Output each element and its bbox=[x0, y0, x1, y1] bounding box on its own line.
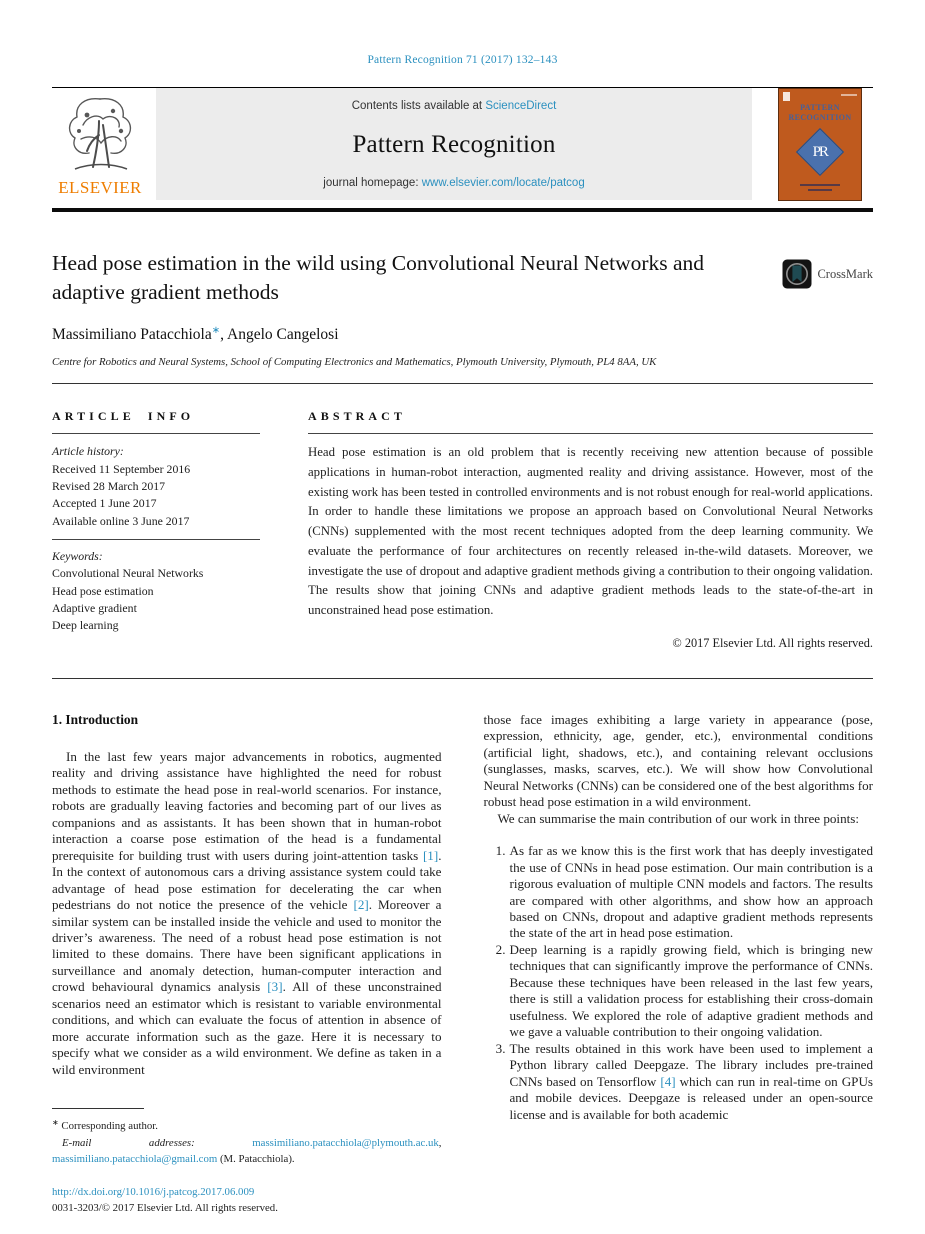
list-item bbox=[484, 843, 874, 942]
info-divider bbox=[52, 539, 260, 540]
footnote-star: ∗ bbox=[52, 1118, 59, 1128]
abstract-heading: ABSTRACT bbox=[308, 409, 873, 434]
issn-copyright-line: 0031-3203/© 2017 Elsevier Ltd. All rights reserved. bbox=[52, 1202, 278, 1215]
keyword-4: Deep learning bbox=[52, 618, 119, 633]
keyword-3: Adaptive gradient bbox=[52, 600, 137, 615]
history-revised: Revised 28 March 2017 bbox=[52, 479, 166, 493]
abstract-column bbox=[308, 409, 873, 650]
corresponding-author-marker[interactable]: ∗ bbox=[211, 325, 221, 337]
affiliation-line: Centre for Robotics and Neural Systems, School of Computing Electronics and Mathematics, Plymouth University, Plymouth, PL4 8AA, UK bbox=[52, 356, 657, 369]
corresponding-author-note bbox=[52, 1117, 442, 1134]
crossmark-icon bbox=[782, 259, 812, 289]
list-item-text: The results obtained in this work have been used to implement a Python library called Deepgaze. The library includes pre-trained CNNs based on Tensorflow [4] which can run in real-time on GPUs and mobile devices. Deepgaze is released under an open-source license and is available for both academic bbox=[509, 1040, 873, 1122]
keywords-label: Keywords: bbox=[52, 548, 103, 563]
body-left-column bbox=[52, 712, 442, 1217]
doi-link[interactable]: http://dx.doi.org/10.1016/j.patcog.2017.06.009 bbox=[52, 1185, 255, 1198]
contents-line-prefix: Contents lists available at bbox=[351, 100, 486, 112]
crossmark-badge[interactable] bbox=[782, 259, 873, 289]
author-separator: , bbox=[220, 326, 227, 344]
homepage-line bbox=[156, 177, 752, 189]
section-1-heading: 1. Introduction bbox=[52, 711, 139, 727]
list-item bbox=[484, 1041, 874, 1123]
journal-homepage-link[interactable]: www.elsevier.com/locate/patcog bbox=[421, 177, 585, 189]
cover-diamond-logo bbox=[796, 128, 844, 176]
intro-paragraph: In the last few years major advancements in robotics, augmented reality and driving assistance have highlighted the need for robust methods to estimate the head pose in real-world scenarios. For instance, robots are gradually leaving factories and becoming part of our lives as companions and as assistants. It has been shown that in human-robot interaction a coarse pose estimation of the head is a fundamental prerequisite for building trust with users during joint-attention tasks [1]. In the context of autonomous cars a driving assistance system could take advantage of head pose estimation for decelerating the car when pedestrians do not notice the presence of the vehicle [2]. Moreover a similar system can be installed inside the vehicle and used to monitor the driver’s awareness. The need of a robust head pose estimation is not limited to these domains. There have been significant applications in surveillance and anomaly detection, human-computer interaction and crowd behavioural dynamics analysis [3]. All of these unconstrained scenarios need an estimator which is resistant to variable environmental conditions, and which can evaluate the focus of attention in absence of more accurate information such as the gaze. Here it is necessary to specify what we consider as a wild environment. We define as taken in a wild environment bbox=[52, 748, 442, 1077]
citation-link[interactable]: [2] bbox=[353, 897, 369, 913]
cover-monogram: PR bbox=[812, 143, 828, 160]
history-accepted: Accepted 1 June 2017 bbox=[52, 496, 157, 511]
article-info-heading: ARTICLE INFO bbox=[52, 409, 260, 434]
affiliation-divider bbox=[52, 383, 873, 384]
cover-footer-bar1 bbox=[800, 184, 840, 186]
continuation-paragraph: those face images exhibiting a large variety in appearance (pose, expression, ethnicity, age, gender, etc.), environmental conditions (artificial light, shadows, etc.), and containing relevant occlusions (sunglasses, masks, scarves, etc.). We will show how Convolutional Neural Networks (CNNs) can be considered one of the best algorithms for robust head pose estimation in a wild environment. bbox=[483, 711, 873, 810]
journal-citation: Pattern Recognition 71 (2017) 132–143 bbox=[367, 54, 558, 66]
citation-link[interactable]: [1] bbox=[422, 847, 439, 863]
history-received: Received 11 September 2016 bbox=[52, 461, 191, 476]
corresponding-text: Corresponding author. bbox=[58, 1120, 158, 1133]
article-history bbox=[52, 434, 260, 530]
citation-link[interactable]: [4] bbox=[660, 1073, 676, 1089]
contributions-list bbox=[484, 843, 874, 1123]
citation-link[interactable]: massimiliano.patacchiola@gmail.com bbox=[52, 1152, 218, 1165]
copyright-line: © 2017 Elsevier Ltd. All rights reserved. bbox=[672, 635, 873, 650]
keywords-block bbox=[52, 548, 260, 635]
article-info-column bbox=[52, 409, 260, 650]
list-item-text: Deep learning is a rapidly growing field, which is bringing new techniques that can significantly improve the performance of CNNs. Because these techniques have been released in the last few years, there is still a validation process for establishing their cross-domain usefulness. We explored the role of adaptive gradient methods and we gave a valuable contribution to their ongoing validation. bbox=[509, 941, 873, 1040]
list-item-number: 3. bbox=[495, 1040, 506, 1056]
elsevier-wordmark: ELSEVIER bbox=[58, 178, 142, 197]
crossmark-label: CrossMark bbox=[817, 266, 873, 281]
article-history-label: Article history: bbox=[52, 444, 124, 459]
doi-block bbox=[52, 1184, 442, 1216]
journal-header-box bbox=[156, 88, 752, 200]
citation-link[interactable]: [3] bbox=[267, 979, 283, 995]
elsevier-logo bbox=[52, 88, 148, 200]
keyword-2: Head pose estimation bbox=[52, 583, 154, 598]
keyword-1: Convolutional Neural Networks bbox=[52, 566, 204, 581]
cover-footer-bar2 bbox=[808, 189, 832, 191]
journal-cover-thumbnail bbox=[778, 88, 862, 201]
cover-issue-text bbox=[841, 94, 857, 96]
list-item-number: 2. bbox=[495, 941, 506, 957]
list-item bbox=[484, 942, 874, 1041]
homepage-line-prefix: journal homepage: bbox=[323, 177, 422, 189]
elsevier-tree-icon bbox=[63, 92, 137, 178]
journal-title: Pattern Recognition bbox=[352, 130, 556, 158]
footnote-rule bbox=[52, 1108, 144, 1109]
footnote-block bbox=[52, 1108, 442, 1216]
cover-title-line1: PATTERN bbox=[800, 103, 840, 112]
list-item-text: As far as we know this is the first work that has deeply investigated the use of CNNs in head pose estimation. Our main contribution is a rigorous evaluation of multiple CNN models and factors. The results are compared with other algorithms, and show how an approach based on CNNs, dropout and adaptive gradient methods represents the state of the art in head pose estimation. bbox=[509, 843, 873, 941]
header-divider bbox=[52, 208, 873, 212]
contributions-intro: We can summarise the main contribution of our work in three points: bbox=[497, 810, 859, 826]
contents-line bbox=[156, 100, 752, 112]
journal-banner bbox=[52, 87, 873, 200]
author-1: Massimiliano Patacchiola bbox=[52, 326, 212, 344]
cover-publisher-mark bbox=[783, 92, 790, 101]
author-line bbox=[52, 325, 873, 344]
email-addresses-line: E-mail addresses: massimiliano.patacchiola@plymouth.ac.uk, massimiliano.patacchiola@gmail.com (M. Patacchiola). bbox=[52, 1136, 442, 1165]
article-title: Head pose estimation in the wild using Convolutional Neural Networks and adaptive gradient methods bbox=[52, 251, 705, 304]
cover-title-line2: RECOGNITION bbox=[788, 113, 852, 122]
citation-link[interactable]: massimiliano.patacchiola@plymouth.ac.uk bbox=[252, 1136, 439, 1149]
author-2: Angelo Cangelosi bbox=[227, 326, 339, 344]
body-right-column bbox=[484, 712, 874, 1217]
abstract-text: Head pose estimation is an old problem that is recently receiving new attention because of possible applications in human-robot interaction, augmented reality and driving assistance. However, most of the existing work has been tested in controlled environments and is not robust enough for real-world applications. In order to handle these limitations we propose an approach based on Convolutional Neural Networks (CNNs) supplemented with the most recent techniques adopted from the deep learning community. We evaluate the performance of four architectures on recently released in-the-wild datasets. Moreover, we investigate the use of dropout and adaptive gradient methods giving a contribution to their ongoing validation. The results show that joining CNNs and adaptive gradient methods leads to the state-of-the-art in unconstrained head pose estimation. bbox=[308, 445, 873, 617]
abstract-divider bbox=[52, 678, 873, 679]
sciencedirect-link[interactable]: ScienceDirect bbox=[485, 100, 557, 112]
history-online: Available online 3 June 2017 bbox=[52, 513, 190, 528]
cover-title bbox=[788, 103, 851, 123]
list-item-number: 1. bbox=[495, 843, 506, 859]
